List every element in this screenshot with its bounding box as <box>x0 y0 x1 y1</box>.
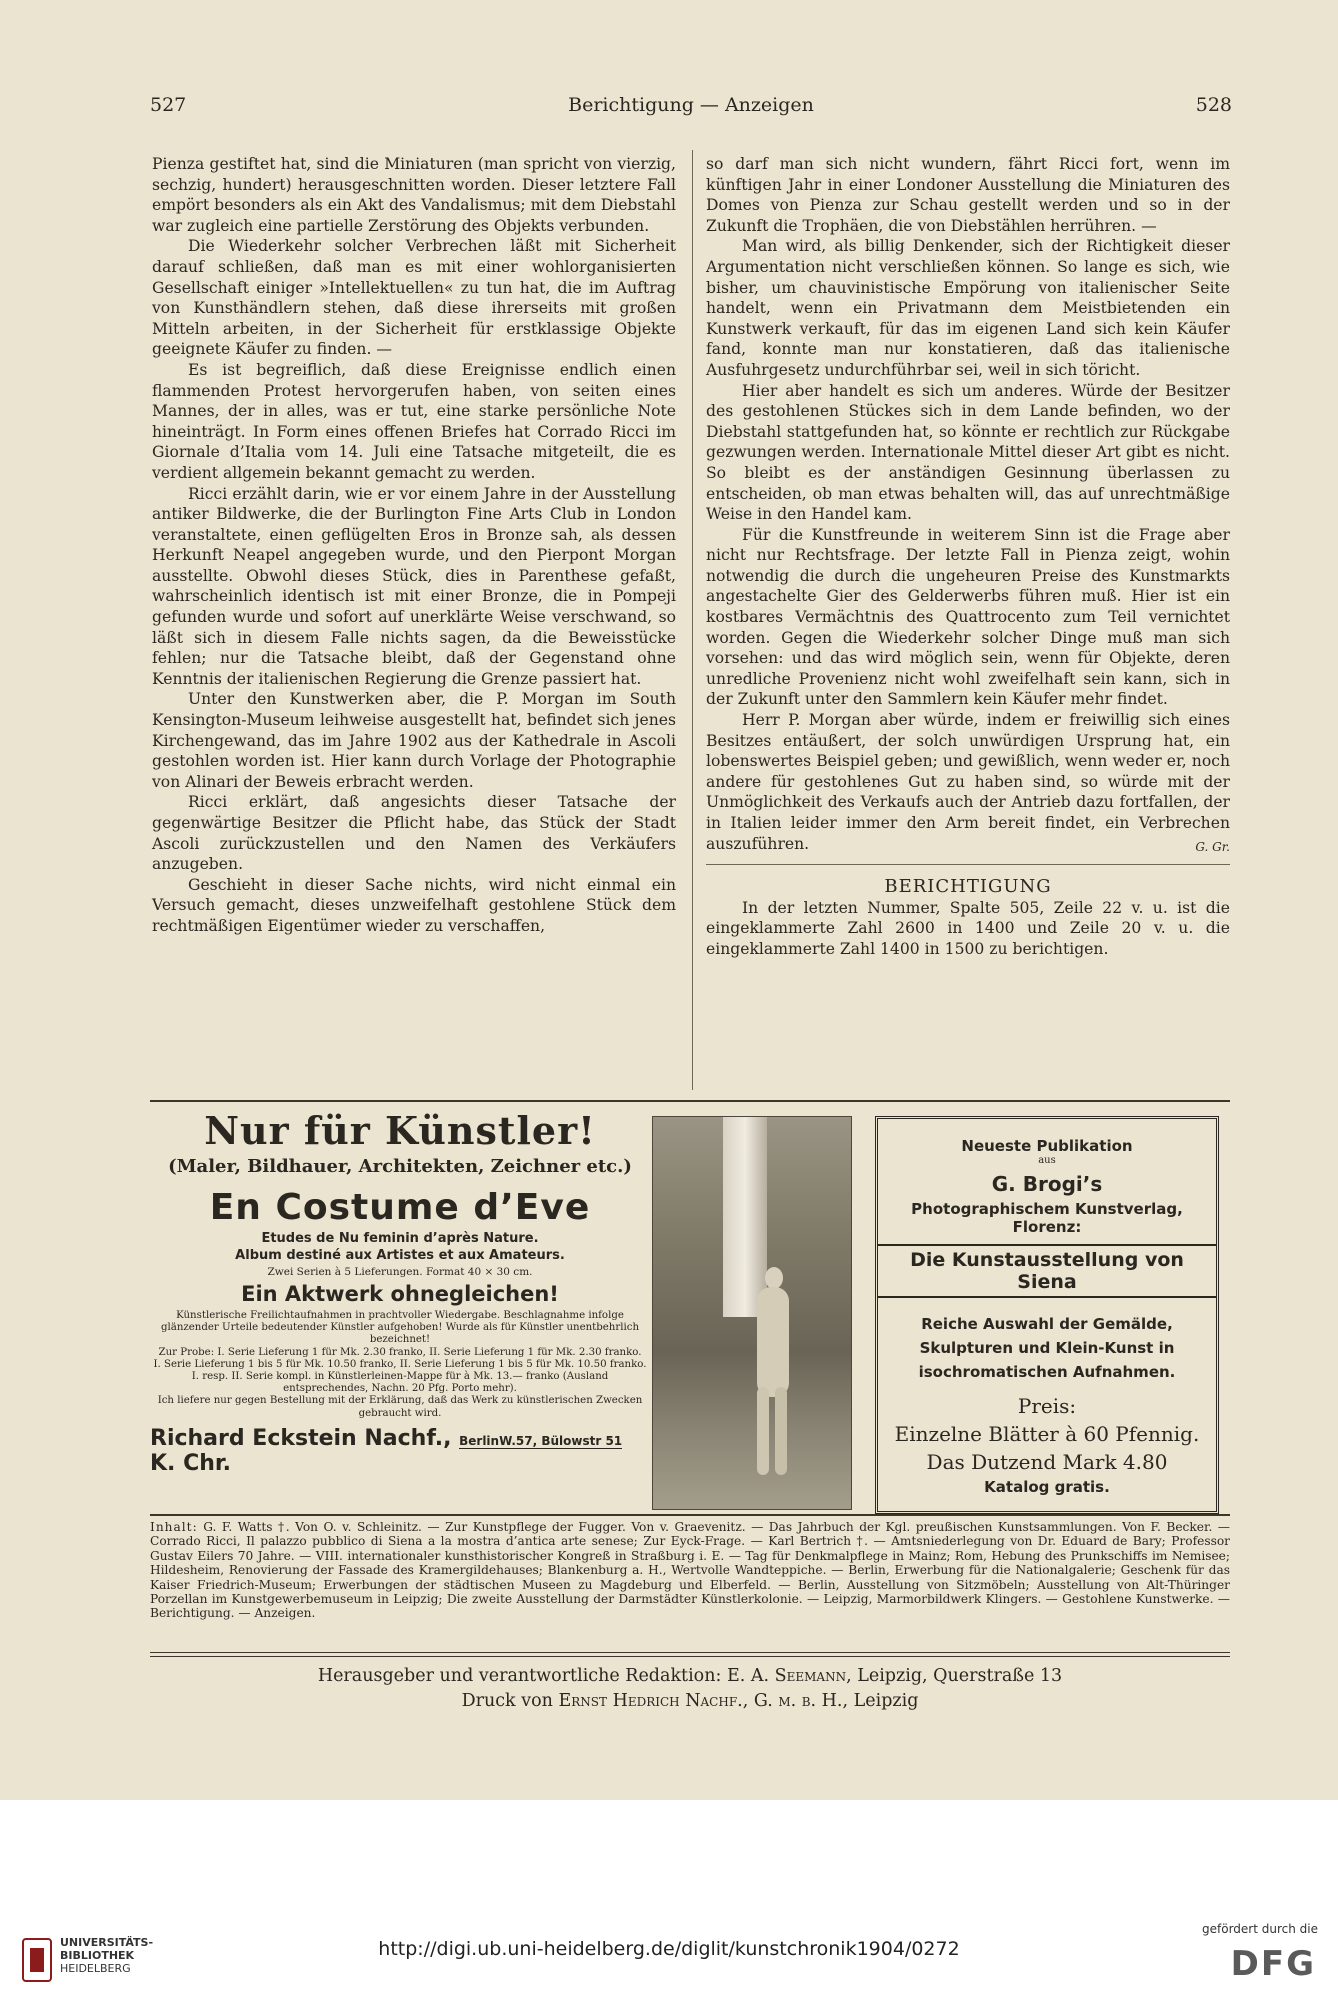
imprint-line-editor <box>150 1664 1230 1689</box>
toc-label: Inhalt: <box>150 1520 198 1534</box>
ad-description-line: isochromatischen Aufnahmen. <box>918 1363 1176 1381</box>
ad-nude-photograph <box>652 1116 852 1510</box>
ad-price-dozen: Das Dutzend Mark 4.80 <box>926 1450 1168 1474</box>
ad-bottom-rule <box>150 1514 1230 1516</box>
left-column <box>152 154 676 937</box>
author-signature: G. Gr. <box>1195 839 1230 854</box>
publisher-address: BerlinW.57, Bülowstr 51 <box>459 1433 623 1448</box>
section-title: BERICHTIGUNG <box>884 876 1052 898</box>
paragraph <box>706 710 1230 854</box>
right-column <box>706 154 1230 960</box>
funded-by-label: gefördert durch die <box>1202 1922 1318 1936</box>
paragraph: Für die Kunstfreunde in weiterem Sinn ist die Frage aber nicht nur Rechtsfrage. Der letzte Fall in Pienza zeigt, wohin notwendig die durch die ungeheuren Preise des Kunstmarkts angestachelte Gier des Gelderwerbs führen muß. Hier ist ein kostbares Vermächtnis des Quattrocento zum Teil vernichtet worden. Gegen die Wiederkehr solcher Dinge muß man sich vorsehen: und das wird möglich sein, wenn für Objekte, deren unredliche Provenienz nicht wohl zweifelhaft sein kann, sich in der Zukunft unter den Sammlern kein Käufer mehr findet. <box>706 525 1230 709</box>
ad-tagline <box>150 1230 650 1264</box>
permalink-url[interactable]: http://digi.ub.uni-heidelberg.de/diglit/kunstchronik1904/0272 <box>378 1938 960 1960</box>
running-header <box>150 94 1232 128</box>
publisher-name: Richard Eckstein Nachf., <box>150 1425 452 1451</box>
section-rule <box>706 864 1230 865</box>
paragraph: Geschieht in dieser Sache nichts, wird nicht einmal ein Versuch gemacht, dieses unzweifelhaft gestohlene Stück dem rechtmäßigen Eigentümer wieder zu verschaffen, <box>152 875 676 935</box>
ad-description <box>878 1312 1216 1384</box>
ad-publisher-name: G. Brogi’s <box>991 1172 1103 1196</box>
table-of-contents <box>150 1520 1230 1621</box>
imprint-rule-bottom <box>150 1656 1230 1657</box>
paragraph: so darf man sich nicht wundern, fährt Ricci fort, wenn im künftigen Jahr in einer Londoner Ausstellung die Miniaturen des Domes von Pienza zur Schau gestellt werden und so in der Zukunft die Trophäen, die von Diebstählen herrühren. — <box>706 155 1230 235</box>
viewer-footer <box>0 1800 1338 2013</box>
standing-figure <box>743 1267 803 1477</box>
ad-detail: Ich liefere nur gegen Bestellung mit der Erklärung, daß das Werk zu künstlerischen Zwecken gebraucht wird. <box>157 1395 643 1419</box>
ad-description-line: Reiche Auswahl der Gemälde, <box>921 1315 1173 1333</box>
imprint-text: , Leipzig, Querstraße 13 <box>846 1666 1063 1686</box>
ad-kicker: Neueste Publikation <box>961 1137 1133 1155</box>
ad-detail: I. resp. II. Serie kompl. in Künstlerleinen-Mappe für à Mk. 13.— franko (Ausland entsprechendes, Nachn. 20 Pfg. Porto mehr). <box>191 1371 609 1395</box>
imprint-rule-top <box>150 1652 1230 1653</box>
ad-subheadline: (Maler, Bildhauer, Architekten, Zeichner etc.) <box>168 1156 632 1177</box>
ad-headline: Nur für Künstler! <box>204 1108 596 1153</box>
header-title: Berichtigung — Anzeigen <box>568 94 814 116</box>
ad-price-single: Einzelne Blätter à 60 Pfennig. <box>894 1422 1200 1446</box>
paragraph-text: Herr P. Morgan aber würde, indem er freiwillig sich eines Besitzes entäußert, der solch unwürdigen Ursprung hat, ein lobenswertes Beispiel geben; und gewißlich, wenn weder er, noch andere für gestohlenes Gut zu haben sind, so würde mit der Unmöglichkeit des Verkaufs auch der Antrieb dazu fortfallen, der in Italien leider immer den Arm bereit findet, ein Verbrechen auszuführen. <box>706 711 1230 853</box>
dfg-logo: DFG <box>1230 1944 1316 1984</box>
publisher-initials: K. Chr. <box>150 1450 231 1476</box>
paragraph: Ricci erklärt, daß angesichts dieser Tatsache der gegenwärtige Besitzer die Pflicht habe, das Stück der Stadt Ascoli zurückzustellen und den Namen des Verkäufers anzugeben. <box>152 793 676 874</box>
column-divider <box>692 150 693 1090</box>
ad-title: En Costume d’Eve <box>209 1187 591 1228</box>
imprint-name: Seemann <box>774 1666 847 1686</box>
imprint-text: Herausgeber und verantwortliche Redaktion: E. A. <box>317 1666 770 1686</box>
ad-tagline-line: Etudes de Nu feminin d’après Nature. <box>261 1231 539 1246</box>
ad-kicker-sub: aus <box>1038 1155 1056 1166</box>
paragraph: In der letzten Nummer, Spalte 505, Zeile 22 v. u. ist die eingeklammerte Zahl 2600 in 1400 und Zeile 20 v. u. die eingeklammerte Zahl 1400 in 1500 zu berichtigen. <box>706 898 1230 958</box>
ad-detail: Zur Probe: I. Serie Lieferung 1 für Mk. 2.30 franko, II. Serie Lieferung 1 für Mk. 2.30 franko. <box>158 1346 642 1358</box>
imprint-name: Ernst Hedrich Nachf., G. m. b. H. <box>558 1691 843 1711</box>
ad-slogan: Ein Aktwerk ohnegleichen! <box>241 1282 559 1306</box>
imprint-text: , Leipzig <box>842 1691 919 1711</box>
paragraph: Die Wiederkehr solcher Verbrechen läßt mit Sicherheit darauf schließen, daß man es mit einer wohlorganisierten Gesellschaft einiger »Intellektuellen« zu tun hat, die im Auftrag von Kunsthändlern stehen, daß diese ihrerseits mit großen Mitteln arbeiten, in der Sicherheit für erstklassige Objekte geeignete Käufer zu finden. — <box>152 237 676 359</box>
ad-detail: I. Serie Lieferung 1 bis 5 für Mk. 10.50 franko, II. Serie Lieferung 1 bis 5 für Mk. 10.50 franko. <box>153 1358 647 1370</box>
library-line: UNIVERSITÄTS- <box>60 1936 154 1949</box>
advertisement-eckstein <box>150 1110 650 1510</box>
advertisement-brogi <box>875 1116 1219 1514</box>
toc-text: G. F. Watts †. Von O. v. Schleinitz. — Zur Kunstpflege der Fugger. Von v. Graevenitz. — Das Jahrbuch der Kgl. preußischen Kunstsammlungen. Von F. Becker. — Corrado Ricci, Il palazzo pubblico di Siena a la mostra d’antica arte senese; Zur Eyck-Frage. — Karl Bertrich †. — Amtsniederlegung von Dr. Eduard de Bary; Professor Gustav Eilers 70 Jahre. — VIII. internationaler kunsthistorischer Kongreß in Straßburg i. E. — Tag für Denkmalpflege in Mainz; Rom, Hebung des Prunkschiffs im Nemisee; Hildesheim, Renovierung der Fassade des Kramergildehauses; Blankenburg a. H., Wertvolle Wandteppiche. — Berlin, Erwerbung für die Nationalgalerie; Geschenk für das Kaiser Friedrich-Museum; Erwerbungen der städtischen Museen zu Magdeburg und Elberfeld. — Berlin, Ausstellung von Sitzmöbeln; Ausstellung von Alt-Thüringer Porzellan im Kunstgewerbemuseum in Leipzig; Die zweite Ausstellung der Darmstädter Künstlerkolonie. — Leipzig, Marmorbildwerk Klingers. — Gestohlene Kunstwerke. — Berichtigung. — Anzeigen. <box>150 1520 1230 1621</box>
page-number-left: 527 <box>150 94 187 116</box>
ad-catalog: Katalog gratis. <box>984 1478 1110 1496</box>
ad-publisher <box>150 1426 650 1476</box>
page-number-right: 528 <box>1195 94 1232 116</box>
ad-detail: Künstlerische Freilichtaufnahmen in prachtvoller Wiedergabe. Beschlagnahme infolge glänzender Urteile bedeutender Künstler aufgehoben! Wurde als für Künstler unentbehrlich bezeichnet! <box>160 1310 640 1346</box>
ad-description-line: Skulpturen und Klein-Kunst in <box>919 1339 1175 1357</box>
imprint-line-printer <box>150 1689 1230 1714</box>
ad-top-rule <box>150 1100 1230 1102</box>
paragraph: Ricci erzählt darin, wie er vor einem Jahre in der Ausstellung antiker Bildwerke, die der Burlington Fine Arts Club in London veranstaltete, einen geflügelten Eros in Bronze sah, als dessen Herkunft Neapel angegeben wurde, und den Pierpont Morgan ausstellte. Obwohl dieses Stück, dies in Parenthese gefaßt, wahrscheinlich identisch ist mit einer Bronze, die in Pompeji gefunden wurde und sofort auf unerklärte Weise verschwand, so läßt sich in diesem Falle nichts sagen, da die Beweisstücke fehlen; nur die Tatsache bleibt, daß der Gegenstand ohne Kenntnis der italienischen Regierung die Grenze passiert hat. <box>152 484 676 688</box>
paragraph: Hier aber handelt es sich um anderes. Würde der Besitzer des gestohlenen Stückes sich in dem Lande befinden, wo der Diebstahl stattgefunden hat, so könnte er rechtlich zur Rückgabe gezwungen werden. Internationale Mittel dieser Art gibt es nicht. So bleibt es der anständigen Gesinnung überlassen zu entscheiden, ob man etwas behalten will, das auf unrechtmäßige Weise in den Handel kam. <box>706 381 1230 524</box>
paragraph: Man wird, als billig Denkender, sich der Richtigkeit dieser Argumentation nicht verschließen können. So lange es sich, wie bisher, um chauvinistische Empörung von italienischer Seite handelt, wenn ein Privatmann dem Meistbietenden ein Kunstwerk verkauft, für das im eigenen Land sich kein Käufer fand, konnte man nur konstatieren, daß das italienische Ausfuhrgesetz undurchführbar sei, weil in sich töricht. <box>706 237 1230 379</box>
ad-tagline-line: Album destiné aux Artistes et aux Amateurs. <box>235 1248 565 1263</box>
ad-format: Zwei Serien à 5 Lieferungen. Format 40 × 30 cm. <box>267 1266 533 1278</box>
ad-title: Die Kunstausstellung von Siena <box>878 1244 1216 1298</box>
library-line: HEIDELBERG <box>60 1962 131 1975</box>
paragraph: Es ist begreiflich, daß diese Ereignisse endlich einen flammenden Protest hervorgerufen haben, von seiten eines Mannes, der in alles, was er tut, eine starke persönliche Note hineinträgt. In Form eines offenen Briefes hat Corrado Ricci im Giornale d’Italia vom 14. Juli eine Tatsache mitgeteilt, die es verdient allgemein bekannt gemacht zu werden. <box>152 360 676 482</box>
library-line: BIBLIOTHEK <box>60 1949 135 1962</box>
paragraph: Unter den Kunstwerken aber, die P. Morgan im South Kensington-Museum leihweise ausgestellt hat, befindet sich jenes Kirchengewand, das im Jahre 1902 aus der Kathedrale in Ascoli gestohlen worden ist. Hier kann durch Vorlage der Photographie von Alinari der Beweis erbracht werden. <box>152 690 676 791</box>
imprint <box>150 1664 1230 1714</box>
ad-price-label: Preis: <box>1017 1394 1077 1418</box>
paragraph: Pienza gestiftet hat, sind die Miniaturen (man spricht von vierzig, sechzig, hundert) herausgeschnitten worden. Dieser letztere Fall empört besonders als ein Akt des Vandalismus; mit dem Diebstahl war zugleich eine partielle Zerstörung des Objekts verbunden. <box>152 155 676 235</box>
ad-details <box>150 1310 650 1420</box>
ad-publisher-desc: Photographischem Kunstverlag, Florenz: <box>911 1200 1183 1236</box>
imprint-text: Druck von <box>461 1691 553 1711</box>
